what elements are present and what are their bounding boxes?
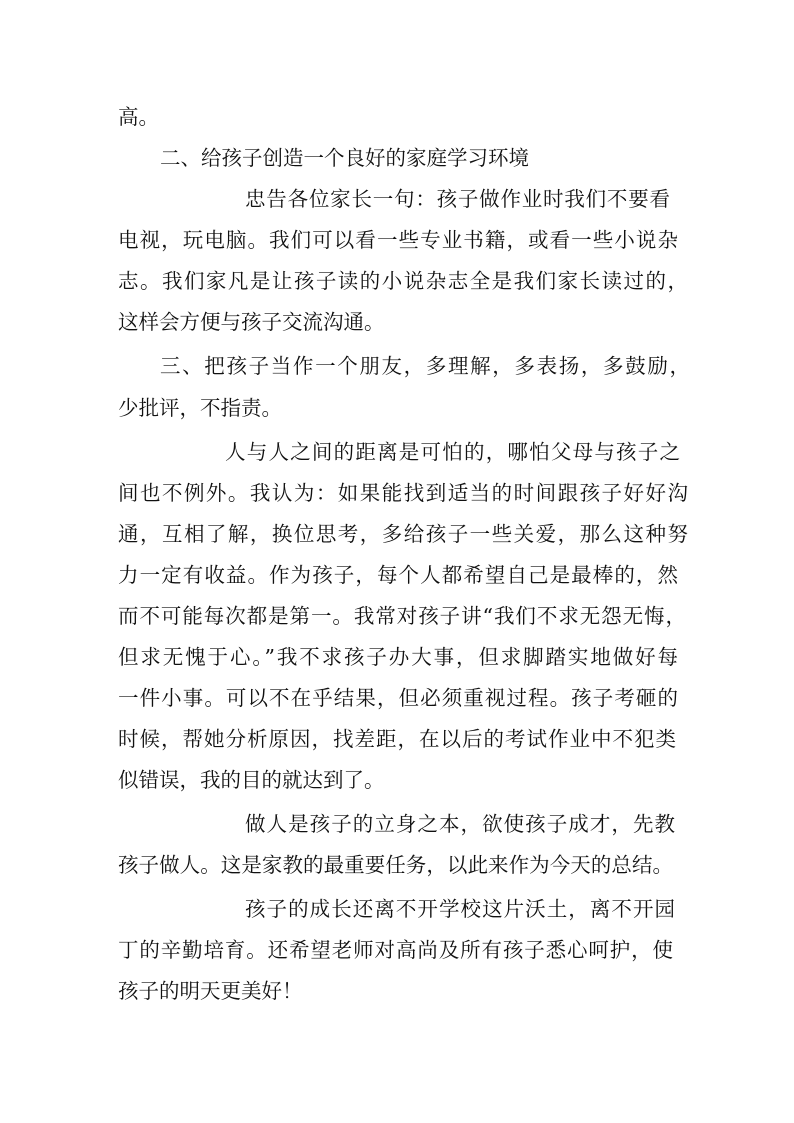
text-line: 人与人之间的距离是可怕的，哪怕父母与孩子之	[225, 440, 680, 464]
text-line: 少批评，不指责。	[118, 396, 282, 420]
text-line: 但求无愧于心。”我不求孩子办大事，但求脚踏实地做好每	[118, 645, 678, 669]
text-line: 这样会方便与孩子交流沟通。	[118, 310, 385, 334]
text-line: 而不可能每次都是第一。我常对孩子讲“我们不求无怨无悔，	[118, 604, 686, 628]
text-line: 间也不例外。我认为：如果能找到适当的时间跟孩子好好沟	[118, 481, 688, 505]
text-line: 孩子的成长还离不开学校这片沃土，离不开园	[245, 897, 675, 921]
section-heading: 二、给孩子创造一个良好的家庭学习环境	[160, 146, 529, 170]
text-line: 力一定有收益。作为孩子，每个人都希望自己是最棒的，然	[118, 563, 678, 587]
text-line: 孩子做人。这是家教的最重要任务，以此来作为今天的总结。	[118, 853, 673, 877]
text-line: 做人是孩子的立身之本，欲使孩子成才，先教	[245, 812, 675, 836]
text-line: 时候，帮她分析原因，找差距，在以后的考试作业中不犯类	[118, 727, 676, 751]
text-line: 丁的辛勤培育。还希望老师对高尚及所有孩子悉心呵护，使	[118, 938, 673, 962]
section-heading: 三、把孩子当作一个朋友，多理解，多表扬，多鼓励，	[160, 354, 690, 378]
text-line: 忠告各位家长一句：孩子做作业时我们不要看	[245, 187, 670, 211]
text-line: 志。我们家凡是让孩子读的小说杂志全是我们家长读过的，	[118, 269, 688, 293]
text-line: 电视，玩电脑。我们可以看一些专业书籍，或看一些小说杂	[118, 228, 678, 252]
text-line: 高。	[118, 105, 159, 129]
text-line: 通，互相了解，换位思考，多给孩子一些关爱，那么这种努	[118, 522, 688, 546]
text-line: 孩子的明天更美好！	[118, 979, 303, 1003]
text-line: 一件小事。可以不在乎结果，但必须重视过程。孩子考砸的	[118, 686, 678, 710]
text-line: 似错误，我的目的就达到了。	[118, 768, 385, 792]
